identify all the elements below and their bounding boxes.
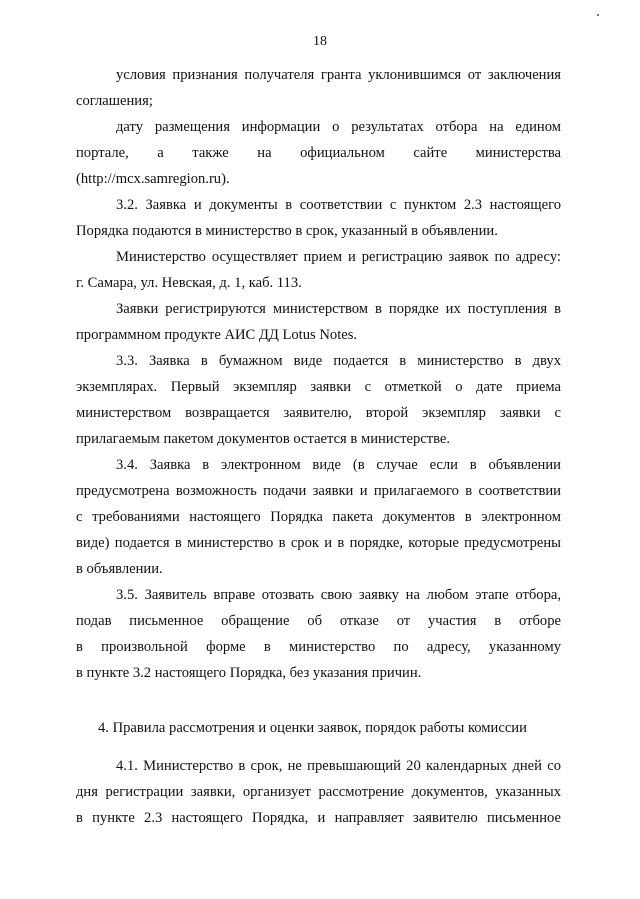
- text-line: Порядка подаются в министерство в срок, указанный в объявлении.: [76, 223, 498, 239]
- text-line: 4.1. Министерство в срок, не превышающий 20 календарных дней со: [116, 758, 561, 774]
- text-line: дня регистрации заявки, организует рассмотрение документов, указанных: [76, 784, 561, 800]
- text-line: Министерство осуществляет прием и регистрацию заявок по адресу:: [116, 249, 561, 265]
- text-line: портале, а также на официальном сайте министерства: [76, 145, 561, 161]
- text-line: министерством возвращается заявителю, второй экземпляр заявки с: [76, 405, 561, 421]
- page-number: 18: [313, 34, 327, 49]
- scan-speck: [597, 14, 599, 16]
- text-line: 3.4. Заявка в электронном виде (в случае если в объявлении: [116, 457, 561, 473]
- text-line: 3.3. Заявка в бумажном виде подается в министерство в двух: [116, 353, 561, 369]
- text-line: Заявки регистрируются министерством в порядке их поступления в: [116, 301, 561, 317]
- text-line: (http://mcx.samregion.ru).: [76, 171, 230, 187]
- text-line: программном продукте АИС ДД Lotus Notes.: [76, 327, 358, 343]
- text-line: предусмотрена возможность подачи заявки и прилагаемого в соответствии: [76, 483, 561, 499]
- text-line: в объявлении.: [76, 561, 163, 577]
- text-line: прилагаемым пакетом документов остается в министерстве.: [76, 431, 451, 447]
- text-line: в произвольной форме в министерство по адресу, указанному: [76, 639, 561, 655]
- text-line: дату размещения информации о результатах отбора на едином: [116, 119, 561, 135]
- section-heading: 4. Правила рассмотрения и оценки заявок, порядок работы комиссии: [98, 720, 527, 736]
- text-line: с требованиями настоящего Порядка пакета документов в электронном: [76, 509, 561, 525]
- text-line: в пункте 2.3 настоящего Порядка, и направляет заявителю письменное: [76, 810, 561, 826]
- text-line: 3.2. Заявка и документы в соответствии с пунктом 2.3 настоящего: [116, 197, 561, 213]
- text-line: виде) подается в министерство в срок и в порядке, которые предусмотрены: [76, 535, 561, 551]
- text-line: экземплярах. Первый экземпляр заявки с отметкой о дате приема: [76, 379, 561, 395]
- text-line: подав письменное обращение об отказе от участия в отборе: [76, 613, 561, 629]
- text-line: соглашения;: [76, 93, 153, 109]
- text-line: в пункте 3.2 настоящего Порядка, без указания причин.: [76, 665, 422, 681]
- text-line: условия признания получателя гранта уклонившимся от заключения: [116, 67, 561, 83]
- text-line: г. Самара, ул. Невская, д. 1, каб. 113.: [76, 275, 302, 291]
- text-line: 3.5. Заявитель вправе отозвать свою заявку на любом этапе отбора,: [116, 587, 561, 603]
